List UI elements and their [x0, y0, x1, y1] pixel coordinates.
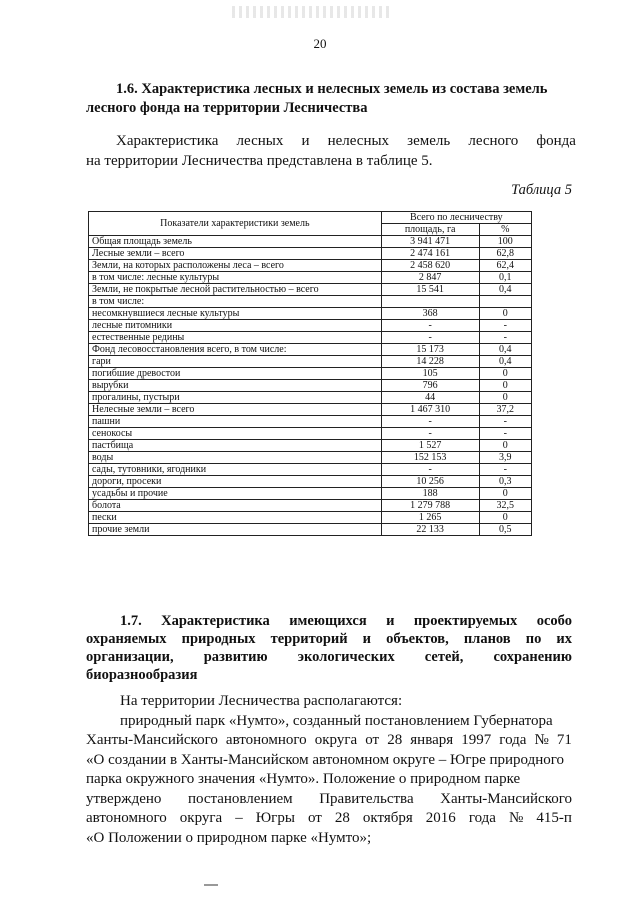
table-row — [89, 464, 532, 476]
table-cell-label: Лесные земли – всего — [89, 248, 382, 260]
table-cell-pct: 0,4 — [479, 356, 531, 368]
table-cell-label: пашни — [89, 416, 382, 428]
word: сетей, — [424, 649, 464, 665]
word: природных — [181, 631, 256, 647]
paragraph-line — [86, 790, 572, 810]
table-cell-pct: 0 — [479, 308, 531, 320]
table-cell-label: гари — [89, 356, 382, 368]
word: округа — [314, 732, 358, 748]
table-row — [89, 452, 532, 464]
word: планов — [463, 631, 511, 647]
table-cell-area: 3 941 471 — [381, 236, 479, 248]
table-cell-label: сады, тутовники, ягодники — [89, 464, 382, 476]
table-row — [89, 476, 532, 488]
word: автономного — [225, 732, 307, 748]
table-cell-label: сенокосы — [89, 428, 382, 440]
table-cell-label: Земли, на которых расположены леса – всего — [89, 260, 382, 272]
word: имеющихся — [289, 613, 367, 629]
table-cell-label: Общая площадь земель — [89, 236, 382, 248]
table-cell-label: болота — [89, 500, 382, 512]
table-cell-pct: 0,4 — [479, 284, 531, 296]
paragraph-line: парка окружного значения «Нумто». Положение о природном парке — [86, 771, 521, 787]
table-row — [89, 344, 532, 356]
table-cell-area: 368 — [381, 308, 479, 320]
table-cell-area: - — [381, 320, 479, 332]
table-cell-pct: 37,2 — [479, 404, 531, 416]
word: постановлением — [187, 790, 293, 807]
section-heading-1-7 — [86, 612, 572, 684]
table-row — [89, 404, 532, 416]
word: 1.7. — [120, 613, 142, 629]
table-cell-pct: 0 — [479, 440, 531, 452]
word: округа — [179, 810, 223, 826]
table-row — [89, 332, 532, 344]
word: фонда — [536, 133, 576, 149]
word: Югры — [255, 810, 295, 826]
table-cell-area: 14 228 — [381, 356, 479, 368]
table-header-total: Всего по лесничеству — [381, 212, 531, 224]
word: 28 — [387, 732, 403, 748]
table-cell-label: естественные редины — [89, 332, 382, 344]
table-cell-label: несомкнувшиеся лесные культуры — [89, 308, 382, 320]
table-cell-area: 188 — [381, 488, 479, 500]
word: лесного — [468, 133, 519, 149]
table-cell-label: прочие земли — [89, 524, 382, 536]
table-cell-area: 15 541 — [381, 284, 479, 296]
table-cell-area: 105 — [381, 368, 479, 380]
word: 1997 — [461, 732, 492, 748]
table-cell-label: Земли, не покрытые лесной растительностью – всего — [89, 284, 382, 296]
heading-line — [86, 630, 572, 648]
word: и — [362, 631, 372, 647]
table-cell-pct: - — [479, 428, 531, 440]
table-body — [89, 236, 532, 536]
paragraph-line: «О Положении о природном парке «Нумто»; — [86, 829, 372, 846]
table-cell-label: пески — [89, 512, 382, 524]
word: утверждено — [86, 790, 162, 807]
word: 2016 — [425, 810, 456, 826]
table-cell-area: 15 173 — [381, 344, 479, 356]
table-cell-area: - — [381, 416, 479, 428]
table-cell-pct: 32,5 — [479, 500, 531, 512]
table-cell-label: усадьбы и прочие — [89, 488, 382, 500]
table-cell-pct: 0 — [479, 512, 531, 524]
table-cell-pct: 0,3 — [479, 476, 531, 488]
table-row — [89, 236, 532, 248]
table-cell-pct: 0 — [479, 488, 531, 500]
word: № — [509, 810, 524, 826]
word: и — [386, 613, 395, 629]
word: № — [534, 732, 549, 748]
table-cell-label: погибшие древостои — [89, 368, 382, 380]
table-cell-label: в том числе: — [89, 296, 382, 308]
table-cell-area: 2 474 161 — [381, 248, 479, 260]
table-cell-area: 1 265 — [381, 512, 479, 524]
table-caption: Таблица 5 — [511, 182, 572, 198]
table-row — [89, 512, 532, 524]
table-cell-label: лесные питомники — [89, 320, 382, 332]
word: 71 — [556, 732, 572, 748]
word: земель — [407, 133, 451, 149]
word: сохранению — [493, 649, 572, 665]
table-row — [89, 248, 532, 260]
word: и — [301, 133, 310, 149]
section-heading-line: 1.6. Характеристика лесных и нелесных земель из состава земель — [116, 81, 548, 97]
table-row — [89, 356, 532, 368]
table-cell-pct — [479, 296, 531, 308]
table-cell-area: 1 527 — [381, 440, 479, 452]
table-cell-area: - — [381, 332, 479, 344]
table-cell-area: 796 — [381, 380, 479, 392]
table-cell-pct: - — [479, 320, 531, 332]
table-row — [89, 440, 532, 452]
table-cell-label: вырубки — [89, 380, 382, 392]
paragraph-line — [86, 809, 572, 829]
table-cell-area: - — [381, 428, 479, 440]
table-cell-pct: 0 — [479, 380, 531, 392]
table-cell-area: - — [381, 464, 479, 476]
table-cell-area: 2 847 — [381, 272, 479, 284]
word: территорий — [270, 631, 348, 647]
word: развитию — [203, 649, 268, 665]
table-cell-pct: 0,1 — [479, 272, 531, 284]
word: Характеристика — [161, 613, 270, 629]
word: лесных — [236, 133, 284, 149]
table-cell-pct: 0 — [479, 368, 531, 380]
table-row — [89, 380, 532, 392]
table-header-pct: % — [479, 224, 531, 236]
section-heading-line: лесного фонда на территории Лесничества — [86, 100, 368, 116]
table-row — [89, 392, 532, 404]
word: – — [235, 810, 243, 826]
table-row — [89, 260, 532, 272]
heading-line — [86, 612, 572, 630]
table-cell-pct: 62,4 — [479, 260, 531, 272]
heading-line — [86, 648, 572, 666]
paragraph-line: «О создании в Ханты-Мансийском автономном округе – Югре природного — [86, 751, 565, 768]
table-cell-label: дороги, просеки — [89, 476, 382, 488]
word: 28 — [334, 810, 350, 826]
table-cell-area: 22 133 — [381, 524, 479, 536]
scan-bottom-mark — [204, 884, 218, 886]
table-cell-label: в том числе: лесные культуры — [89, 272, 382, 284]
section-heading-1-6 — [86, 80, 576, 118]
word: проектируемых — [413, 613, 518, 629]
table-row — [89, 320, 532, 332]
table-cell-pct: 62,8 — [479, 248, 531, 260]
table-row — [89, 488, 532, 500]
table-cell-area: 2 458 620 — [381, 260, 479, 272]
word: экологических — [297, 649, 395, 665]
word: организации, — [86, 649, 174, 665]
intro-line: на территории Лесничества представлена в таблице 5. — [86, 153, 433, 169]
table-cell-area — [381, 296, 479, 308]
paragraph-line: природный парк «Нумто», созданный постановлением Губернатора — [120, 712, 553, 729]
table-cell-pct: 0 — [479, 392, 531, 404]
table-header-indicator: Показатели характеристики земель — [89, 212, 382, 236]
table-cell-label: прогалины, пустыри — [89, 392, 382, 404]
word: автономного — [86, 810, 167, 826]
word: Ханты-Мансийского — [440, 790, 572, 807]
table-cell-pct: 3,9 — [479, 452, 531, 464]
table-cell-label: Фонд лесовосстановления всего, в том числе: — [89, 344, 382, 356]
table-header-area: площадь, га — [381, 224, 479, 236]
word: от — [307, 810, 322, 826]
word: года — [468, 810, 496, 826]
table-row — [89, 524, 532, 536]
table-cell-label: пастбища — [89, 440, 382, 452]
word: января — [410, 732, 454, 748]
word: объектов, — [386, 631, 449, 647]
table-row — [89, 428, 532, 440]
table-cell-pct: 100 — [479, 236, 531, 248]
table-cell-area: 10 256 — [381, 476, 479, 488]
table-row — [89, 368, 532, 380]
table-cell-area: 44 — [381, 392, 479, 404]
page-number: 20 — [313, 36, 327, 51]
word: по — [525, 631, 542, 647]
table-row — [89, 296, 532, 308]
table-cell-pct: - — [479, 332, 531, 344]
word: от — [365, 732, 380, 748]
word: их — [556, 631, 572, 647]
heading-line: биоразнообразия — [86, 667, 198, 683]
table-cell-area: 152 153 — [381, 452, 479, 464]
table-row — [89, 416, 532, 428]
table-cell-label: Нелесные земли – всего — [89, 404, 382, 416]
table-cell-area: 1 279 788 — [381, 500, 479, 512]
table-cell-pct: 0,5 — [479, 524, 531, 536]
word: года — [499, 732, 527, 748]
paragraph-line — [86, 731, 572, 751]
intro-line — [86, 131, 576, 151]
table-row — [89, 272, 532, 284]
scan-header-mark — [232, 6, 392, 18]
word: особо — [536, 613, 572, 629]
table-row — [89, 308, 532, 320]
table-cell-pct: - — [479, 464, 531, 476]
word: 415-п — [536, 810, 572, 826]
paragraph-line: На территории Лесничества располагаются: — [120, 693, 403, 709]
word: Правительства — [319, 790, 414, 807]
table-cell-pct: 0,4 — [479, 344, 531, 356]
table-cell-pct: - — [479, 416, 531, 428]
land-characteristics-table — [88, 211, 532, 536]
table-cell-label: воды — [89, 452, 382, 464]
word: Характеристика — [116, 133, 219, 149]
protected-areas-text — [86, 692, 572, 848]
word: нелесных — [327, 133, 390, 149]
word: октября — [362, 810, 413, 826]
table-row — [89, 500, 532, 512]
table-row — [89, 284, 532, 296]
word: Ханты-Мансийского — [86, 732, 218, 748]
table-cell-area: 1 467 310 — [381, 404, 479, 416]
intro-paragraph — [86, 131, 576, 171]
word: охраняемых — [86, 631, 167, 647]
